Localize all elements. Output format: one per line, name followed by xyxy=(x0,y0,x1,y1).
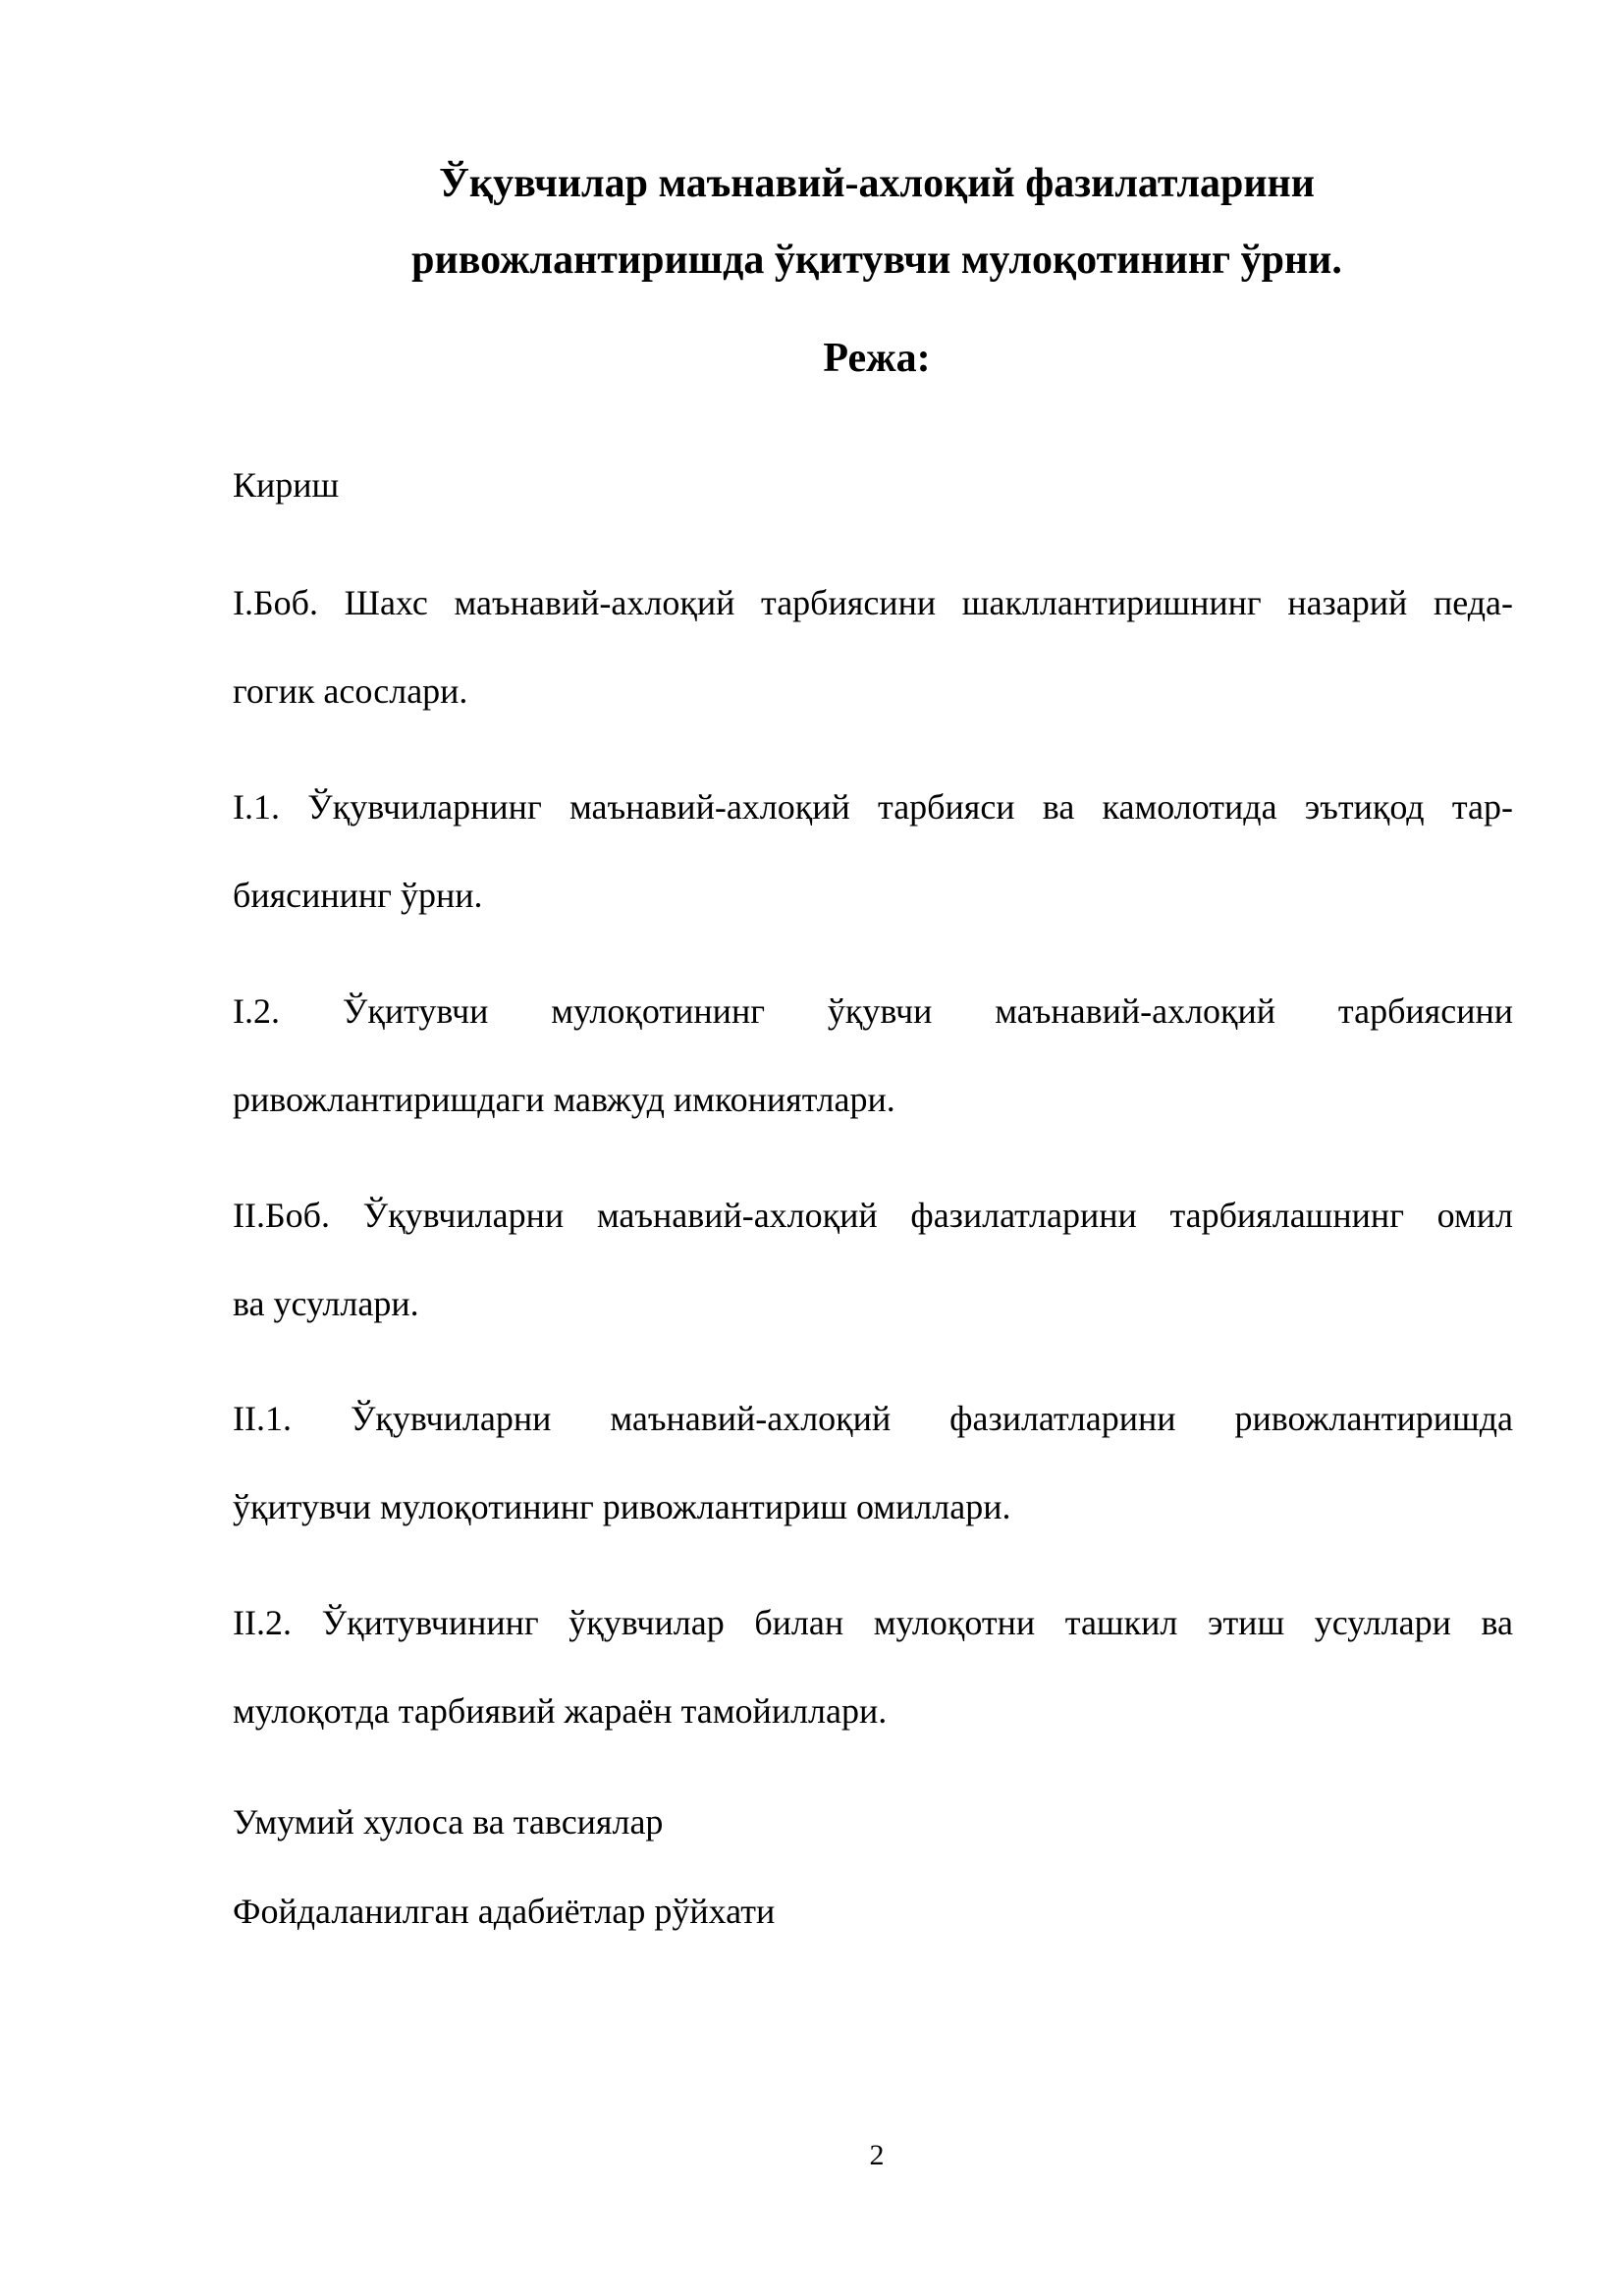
document-title-line-1: Ўқувчилар маънавий-ахлоқий фазилатларини xyxy=(439,161,1315,206)
toc-entry-section-2-1 xyxy=(233,1374,1513,1551)
toc-entry-section-1-2-line-2: ривожлантиришдаги мавжуд имкониятлари. xyxy=(233,1080,895,1119)
toc-entry-conclusion-text: Умумий хулоса ва тавсиялар xyxy=(233,1802,664,1842)
toc-entry-chapter-1-line-2: гогик асослари. xyxy=(233,671,468,711)
toc-entry-section-2-2-line-1: II.2. Ўқитувчининг ўқувчилар билан мулоқотни ташкил этиш усуллари ва xyxy=(233,1603,1513,1642)
plan-heading: Режа: xyxy=(823,336,931,381)
toc-entry-chapter-1 xyxy=(233,559,1513,735)
toc-entry-intro xyxy=(233,467,1513,503)
toc-entry-chapter-2 xyxy=(233,1171,1513,1348)
toc-entry-references-text: Фойдаланилган адабиётлар рўйхати xyxy=(233,1892,776,1931)
toc-entry-chapter-2-line-2: ва усуллари. xyxy=(233,1284,419,1323)
page-number: 2 xyxy=(869,2139,885,2171)
toc-entry-intro-text: Кириш xyxy=(233,465,340,505)
toc-entry-references xyxy=(233,1894,1513,1929)
toc-entry-section-1-2 xyxy=(233,967,1513,1144)
toc-entry-section-2-1-line-1: II.1. Ўқувчиларни маънавий-ахлоқий фазилатларини ривожлантиришда xyxy=(233,1399,1513,1438)
toc-entry-section-1-1-line-2: биясининг ўрни. xyxy=(233,876,483,915)
toc-entry-conclusion xyxy=(233,1804,1513,1840)
toc-entry-section-2-2 xyxy=(233,1578,1513,1755)
toc-entry-section-1-1-line-1: I.1. Ўқувчиларнинг маънавий-ахлоқий тарбияси ва камолотида эътиқод тар- xyxy=(233,787,1513,827)
toc-entry-chapter-1-line-1: I.Боб. Шахс маънавий-ахлоқий тарбиясини шакллантиришнинг назарий педа- xyxy=(233,583,1513,622)
toc-entry-section-2-2-line-2: мулоқотда тарбиявий жараён тамойиллари. xyxy=(233,1691,888,1731)
toc-entry-section-1-1 xyxy=(233,763,1513,939)
toc-entry-section-2-1-line-2: ўқитувчи мулоқотининг ривожлантириш омиллари. xyxy=(233,1487,1011,1526)
document-title-line-2: ривожлантиришда ўқитувчи мулоқотининг ўрни. xyxy=(411,238,1342,283)
toc-entry-chapter-2-line-1: II.Боб. Ўқувчиларни маънавий-ахлоқий фазилатларини тарбиялашнинг омил xyxy=(233,1196,1513,1235)
toc-entry-section-1-2-line-1: I.2. Ўқитувчи мулоқотининг ўқувчи маънавий-ахлоқий тарбиясини xyxy=(233,991,1513,1031)
